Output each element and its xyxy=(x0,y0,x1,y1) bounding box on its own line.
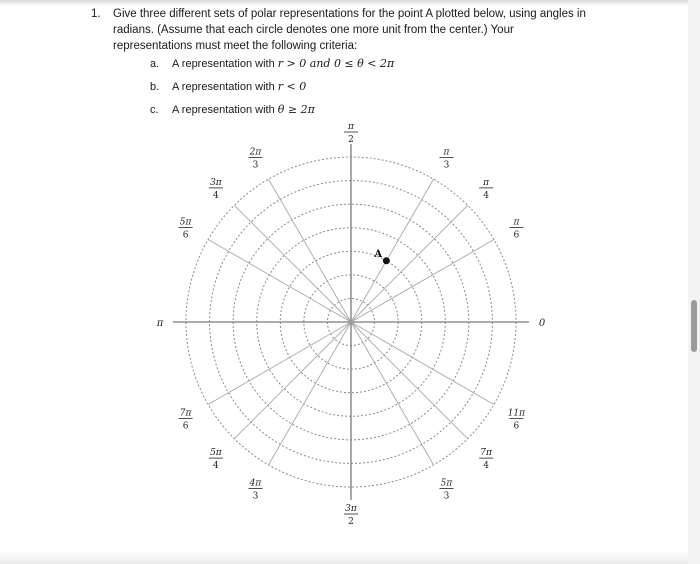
angle-label-denominator: 3 xyxy=(443,160,450,171)
angle-label-numerator: 4π xyxy=(249,478,262,489)
page-bottom-shadow xyxy=(0,550,700,564)
angle-label-denominator: 4 xyxy=(483,190,489,201)
angle-label-denominator: 6 xyxy=(182,421,189,432)
angle-label-numerator: 7π xyxy=(179,408,192,419)
angle-label-pi-2 xyxy=(344,122,358,145)
angle-label-11pi-6 xyxy=(508,409,526,432)
polar-ray-pi-3 xyxy=(351,179,434,322)
angle-label-numerator: 3π xyxy=(345,504,357,514)
question-prompt: Give three different sets of polar representations for the point A plotted below, using angles in radians. (Assume that each circle denotes one more unit from the center.) Your representations must meet the following criteria: xyxy=(113,8,586,52)
criterion-letter: c. xyxy=(150,104,159,116)
angle-label-numerator: π xyxy=(513,217,520,228)
polar-ray-pi-6 xyxy=(351,240,494,323)
angle-label-numerator: 5π xyxy=(179,217,192,228)
angle-label-3pi-4 xyxy=(209,178,223,201)
angle-label-numerator: 5π xyxy=(210,448,222,459)
angle-label-numerator: 5π xyxy=(440,478,453,489)
scrollbar-track[interactable] xyxy=(688,0,700,564)
angle-label-numerator: 7π xyxy=(480,448,492,459)
angle-label-denominator: 4 xyxy=(213,461,219,472)
angle-label-7pi-4 xyxy=(479,448,493,471)
angle-label-pi-6 xyxy=(509,218,523,241)
criterion-math: θ ≥ 2π xyxy=(277,103,315,116)
angle-label-numerator: 11π xyxy=(507,408,526,419)
point-a-dot xyxy=(383,257,390,264)
polar-ray-7pi-6 xyxy=(208,322,351,405)
angle-label-7pi-6 xyxy=(179,409,193,432)
angle-label-denominator: 3 xyxy=(252,491,259,502)
angle-label-numerator: π xyxy=(348,122,354,132)
angle-label-denominator: 4 xyxy=(213,190,219,201)
point-a-label: A xyxy=(374,248,383,260)
angle-label-4pi-3 xyxy=(249,478,263,501)
angle-label-2pi-3 xyxy=(249,148,263,171)
polar-ray-5pi-6 xyxy=(208,240,351,323)
angle-label-0: 0 xyxy=(538,318,546,329)
criterion-text: A representation with xyxy=(172,81,278,93)
angle-label-denominator: 2 xyxy=(348,135,354,145)
angle-label-denominator: 3 xyxy=(252,160,259,171)
angle-label-denominator: 6 xyxy=(513,421,520,432)
polar-ray-5pi-3 xyxy=(351,322,434,465)
angle-label-pi: π xyxy=(156,318,164,329)
criterion-text: A representation with xyxy=(172,104,278,116)
angle-label-pi-4 xyxy=(479,178,493,201)
angle-label-numerator: 2π xyxy=(249,147,262,158)
polar-ray-4pi-3 xyxy=(269,322,352,465)
criterion-math: r < 0 xyxy=(277,80,307,93)
polar-ray-11pi-6 xyxy=(351,322,494,405)
angle-label-5pi-6 xyxy=(179,218,193,241)
angle-label-3pi-2 xyxy=(344,504,358,527)
angle-label-denominator: 4 xyxy=(483,461,489,472)
polar-ray-5pi-4 xyxy=(234,322,351,439)
polar-ray-3pi-4 xyxy=(234,205,351,322)
angle-label-numerator: π xyxy=(483,177,490,188)
angle-label-denominator: 6 xyxy=(513,230,520,241)
criterion-letter: a. xyxy=(150,58,160,70)
angle-label-5pi-3 xyxy=(440,478,454,501)
polar-ray-2pi-3 xyxy=(269,179,352,322)
criterion-math: r > 0 and 0 ≤ θ < 2π xyxy=(277,57,395,70)
polar-ray-7pi-4 xyxy=(351,322,468,439)
angle-label-5pi-4 xyxy=(209,448,223,471)
angle-label-numerator: 3π xyxy=(210,177,222,188)
angle-label-numerator: π xyxy=(443,147,450,158)
polar-ray-pi-4 xyxy=(351,205,468,322)
criterion-letter: b. xyxy=(150,81,160,93)
angle-label-denominator: 6 xyxy=(182,230,189,241)
angle-label-denominator: 2 xyxy=(348,517,354,527)
question-number: 1. xyxy=(91,8,101,20)
criterion-text: A representation with xyxy=(172,58,278,70)
angle-label-pi-3 xyxy=(440,148,454,171)
scrollbar-thumb[interactable] xyxy=(691,300,697,352)
angle-label-denominator: 3 xyxy=(443,491,450,502)
